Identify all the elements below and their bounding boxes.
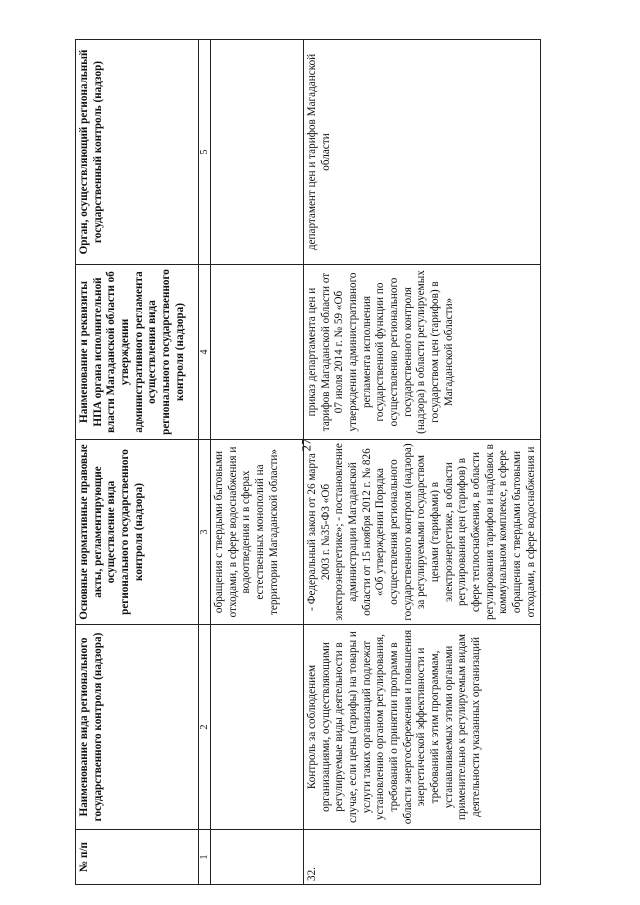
table-header-row xyxy=(76,40,199,885)
page-number: 27 xyxy=(298,438,314,452)
row-authority: департамент цен и тарифов Магаданской области xyxy=(304,40,541,265)
continuation-row xyxy=(211,40,304,885)
regulation-table xyxy=(75,39,541,885)
header-npa-details: Наименование и реквизиты НПА органа исполнительной власти Магаданской области об утверждении административного регламента осуществления вида регионального государственного контроля (надзора) xyxy=(76,265,199,440)
row-control-type: Контроль за соблюдением организациями, осуществляющими регулируемые виды деятельности в случае, если цены (тарифы) на товары и услуги таких организаций подлежат установлению органом регулирования, требований о принятии программ в области энергосбережения и повышения энергетической эффективности и требований к этим программам, устанавливаемых этими органами применительно к регулируемым видам деятельности указанных организаций xyxy=(304,625,541,830)
table-row-32 xyxy=(304,40,541,885)
rotated-table-container xyxy=(75,40,615,885)
cell-empty xyxy=(211,40,304,265)
column-number-row xyxy=(199,40,211,885)
cell-empty xyxy=(211,265,304,440)
header-authority: Орган, осуществляющий региональный государственный контроль (надзор) xyxy=(76,40,199,265)
row-number: 32. xyxy=(304,830,541,885)
row-legal-acts: - Федеральный закон от 26 марта 2003 г. №35-ФЗ «Об электроэнергетике»; - постановление администрации Магаданской области от 15 ноября 2012 г. № 826 «Об утверждении Порядка осуществления регионального государственного контроля (надзора) за регулируемыми государством ценами (тарифами) в электроэнергетике, в области регулирования цен (тарифов) в сфере теплоснабжения, в области регулирования тарифов и надбавок в коммунальном комплексе, в сфере обращения с твердыми бытовыми отходами, в сфере водоснабжения и xyxy=(304,440,541,625)
header-control-type: Наименование вида регионального государственного контроля (надзора) xyxy=(76,625,199,830)
header-legal-acts: Основные нормативные правовые акты, регламентирующие осуществление вида регионального государственного контроля (надзора) xyxy=(76,440,199,625)
cell-empty xyxy=(211,625,304,830)
column-number: 1 xyxy=(199,830,211,885)
header-num: № п/п xyxy=(76,830,199,885)
continuation-legal-acts: обращения с твердыми бытовыми отходами, в сфере водоснабжения и водоотведения и в сферах естественных монополий на территории Магаданской области» xyxy=(211,440,304,625)
row-npa-details: приказ департамента цен и тарифов Магаданской области от 07 июля 2014 г. № 59 «Об утверждении административного регламента исполнения государственной функции по осуществлению регионального государственного контроля (надзора) в области регулируемых государством цен (тарифов) в Магаданской области» xyxy=(304,265,541,440)
column-number: 4 xyxy=(199,265,211,440)
column-number: 3 xyxy=(199,440,211,625)
cell-empty xyxy=(211,830,304,885)
column-number: 5 xyxy=(199,40,211,265)
column-number: 2 xyxy=(199,625,211,830)
